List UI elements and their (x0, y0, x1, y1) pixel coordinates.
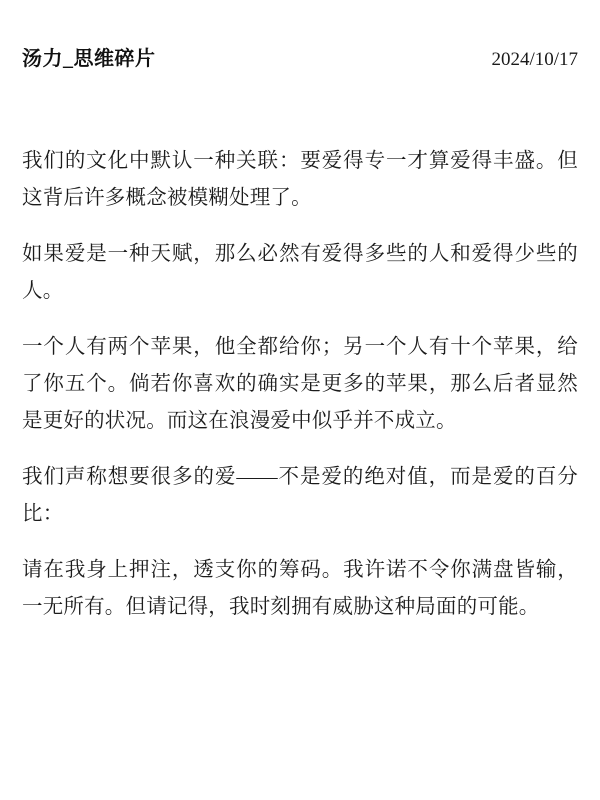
document-header (20, 42, 580, 71)
document-date: 2024/10/17 (491, 49, 578, 70)
paragraph: 我们声称想要很多的爱——不是爱的绝对值，而是爱的百分比： (22, 466, 578, 525)
page-title: 汤力_思维碎片 (22, 48, 156, 70)
paragraph: 如果爱是一种天赋，那么必然有爱得多些的人和爱得少些的人。 (22, 243, 578, 302)
paragraph: 请在我身上押注，透支你的筹码。我许诺不令你满盘皆输，一无所有。但请记得，我时刻拥有威胁这种局面的可能。 (22, 559, 578, 618)
paragraph: 一个人有两个苹果，他全都给你；另一个人有十个苹果，给了你五个。倘若你喜欢的确实是更多的苹果，那么后者显然是更好的状况。而这在浪漫爱中似乎并不成立。 (22, 336, 578, 432)
document-body (20, 143, 580, 626)
paragraph: 我们的文化中默认一种关联：要爱得专一才算爱得丰盛。但这背后许多概念被模糊处理了。 (22, 150, 578, 209)
